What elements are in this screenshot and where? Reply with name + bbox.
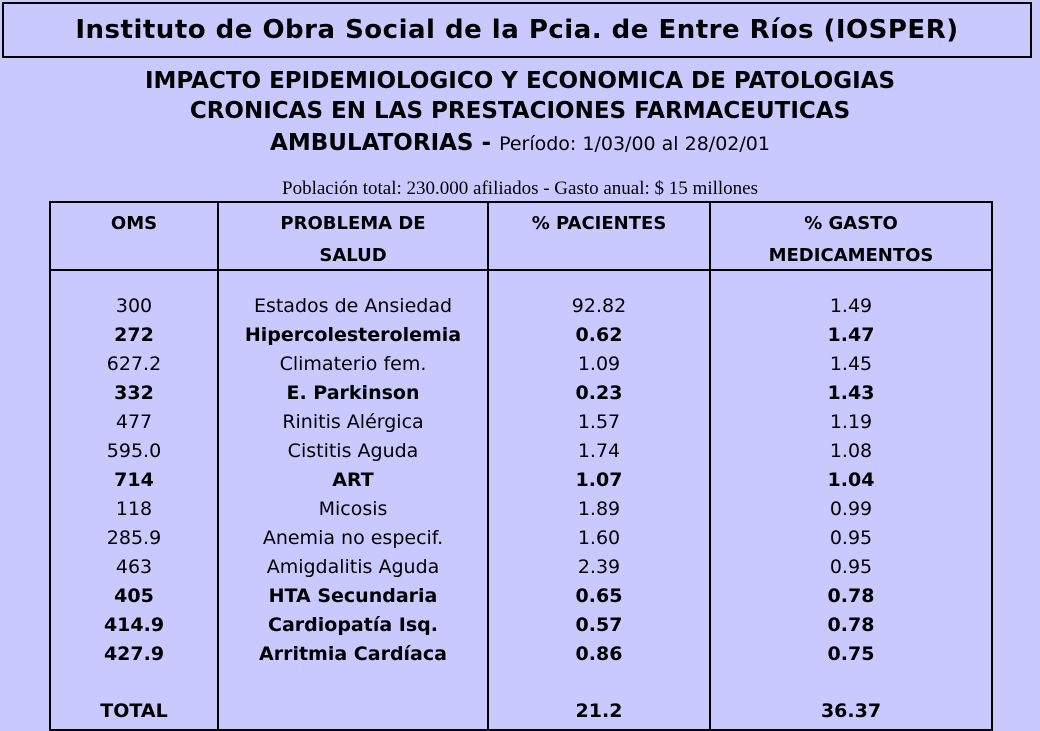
problema-cell: HTA Secundaria [268, 585, 438, 607]
gasto-cell: 1.47 [827, 324, 875, 346]
problema-cell: Climaterio fem. [279, 353, 427, 375]
oms-cell: 285.9 [106, 527, 162, 549]
oms-cell: 272 [114, 324, 154, 346]
gasto-cell: 0.95 [829, 556, 873, 578]
pacientes-cell: 2.39 [577, 556, 621, 578]
header-title: Instituto de Obra Social de la Pcia. de Entre Ríos (IOSPER) [75, 15, 959, 45]
gasto-cell: 1.43 [827, 382, 875, 404]
oms-cell: 477 [115, 411, 153, 433]
pacientes-cell: 1.60 [577, 527, 621, 549]
gasto-cell: 0.95 [829, 527, 873, 549]
oms-cell: 300 [115, 295, 153, 317]
problema-cell: Hipercolesterolemia [244, 324, 462, 346]
column-gasto-values [711, 292, 991, 669]
column-problema-values [219, 292, 487, 669]
gasto-cell: 1.08 [829, 440, 873, 462]
gasto-cell: 1.49 [829, 295, 873, 317]
total-gasto: 36.37 [820, 700, 882, 722]
gasto-cell: 0.78 [827, 585, 875, 607]
column-header-gasto [711, 208, 991, 272]
column-header-problema [219, 208, 487, 272]
pacientes-cell: 0.23 [575, 382, 623, 404]
problema-cell: E. Parkinson [286, 382, 420, 404]
pacientes-cell: 1.74 [577, 440, 621, 462]
problema-cell: Arritmia Cardíaca [259, 643, 447, 665]
column-pacientes-values [489, 292, 709, 669]
gasto-cell: 1.45 [829, 353, 873, 375]
pacientes-cell: 1.09 [577, 353, 621, 375]
problema-cell: Amigdalitis Aguda [266, 556, 440, 578]
pacientes-cell: 92.82 [571, 295, 627, 317]
pacientes-cell: 0.57 [575, 614, 623, 636]
column-header-problema-line-1: PROBLEMA DE [280, 213, 426, 234]
oms-cell: 463 [115, 556, 153, 578]
report-title-line-3 [20, 128, 1020, 159]
gasto-cell: 0.99 [829, 498, 873, 520]
oms-cell: 595.0 [106, 440, 162, 462]
pacientes-cell: 0.65 [575, 585, 623, 607]
pacientes-cell: 0.86 [575, 643, 623, 665]
report-title-line-1: IMPACTO EPIDEMIOLOGICO Y ECONOMICA DE PATOLOGIAS [144, 68, 896, 94]
problema-cell: Rinitis Alérgica [282, 411, 424, 433]
oms-cell: 405 [114, 585, 154, 607]
total-pacientes: 21.2 [575, 700, 623, 722]
column-header-problema-line-2: SALUD [319, 245, 387, 266]
problema-cell: Cistitis Aguda [287, 440, 419, 462]
oms-cell: 118 [115, 498, 153, 520]
pacientes-cell: 1.57 [577, 411, 621, 433]
report-title-line-2: CRONICAS EN LAS PRESTACIONES FARMACEUTICAS [189, 98, 851, 124]
pacientes-cell: 1.89 [577, 498, 621, 520]
gasto-cell: 0.75 [827, 643, 875, 665]
gasto-cell: 1.04 [827, 469, 875, 491]
column-header-gasto-line-1: % GASTO [804, 213, 898, 234]
column-header-pacientes-label: % PACIENTES [531, 213, 667, 234]
problema-cell: Cardiopatía Isq. [268, 614, 438, 636]
total-label: TOTAL [100, 700, 168, 722]
report-title-line-3-text: AMBULATORIAS - [270, 130, 492, 156]
oms-cell: 427.9 [103, 643, 165, 665]
column-header-oms [51, 208, 217, 240]
oms-cell: 332 [114, 382, 154, 404]
pacientes-cell: 1.07 [575, 469, 623, 491]
oms-cell: 714 [114, 469, 154, 491]
population-summary: Población total: 230.000 afiliados - Gasto anual: $ 15 millones [282, 178, 758, 199]
gasto-cell: 0.78 [827, 614, 875, 636]
report-period: Período: 1/03/00 al 28/02/01 [499, 133, 770, 155]
problema-cell: ART [332, 469, 374, 491]
problema-cell: Anemia no especif. [262, 527, 444, 549]
column-header-oms-label: OMS [110, 213, 158, 234]
pacientes-cell: 0.62 [575, 324, 623, 346]
problema-cell: Estados de Ansiedad [253, 295, 453, 317]
header-title-box [2, 2, 1032, 58]
column-header-gasto-line-2: MEDICAMENTOS [768, 245, 934, 266]
oms-cell: 414.9 [103, 614, 165, 636]
gasto-cell: 1.19 [829, 411, 873, 433]
problema-cell: Micosis [318, 498, 388, 520]
column-header-pacientes [489, 208, 709, 240]
oms-cell: 627.2 [106, 353, 162, 375]
column-oms-values [51, 292, 217, 669]
